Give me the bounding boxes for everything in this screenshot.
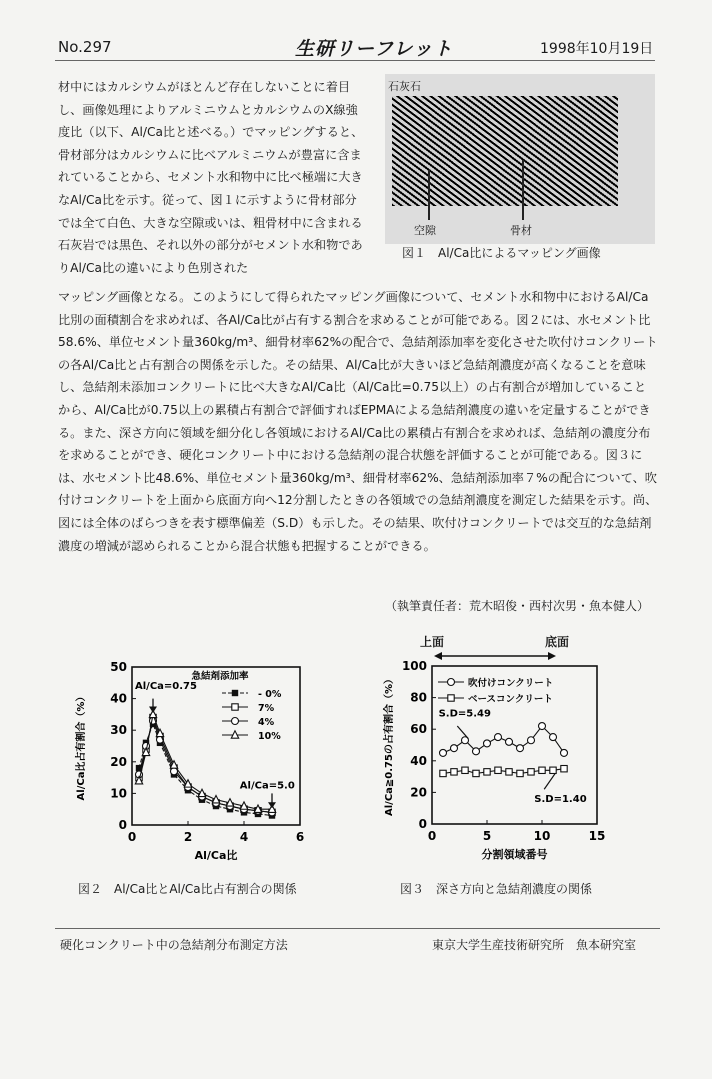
newsletter-title: 生研リーフレット: [295, 38, 454, 60]
mapping-image: [392, 96, 618, 206]
void-arrow: [428, 170, 430, 220]
body-paragraph-1: 材中にはカルシウムがほとんど存在しないことに着目し、画像処理によりアルミニウムとカルシウムのX線強度比（以下、Al/Ca比と述べる。）でマッピングすると、骨材部分はカルシウムに比べアルミニウムが豊富に含まれていることから、セメント水和物中に比べ極端に大きなAl/Ca比を示す。従って、図１に示すように骨材部分では全て白色、大きな空隙或いは、粗骨材中に含まれる石灰岩では黒色、それ以外の部分がセメント水和物でありAl/Ca比の違いにより色別された: [58, 80, 364, 275]
legend-marker: [448, 679, 455, 686]
y-tick-label: 80: [410, 690, 427, 705]
legend-label: 10%: [258, 731, 281, 742]
depth-arrowhead: [548, 652, 556, 660]
data-point: [561, 766, 567, 772]
footer-topic: 硬化コンクリート中の急結剤分布測定方法: [60, 938, 288, 952]
data-point: [550, 734, 557, 741]
legend-title: 急結剤添加率: [191, 671, 249, 682]
aggregate-arrow: [522, 160, 524, 220]
y-tick-label: 60: [410, 722, 427, 737]
annotation-sd-base: S.D=1.40: [534, 793, 587, 805]
figure-2-chart: [70, 655, 330, 870]
y-axis-label: Al/Ca≧0.75の占有割合（%）: [384, 674, 395, 816]
legend-marker: [232, 690, 238, 696]
legend-label: 7%: [258, 703, 275, 714]
header-divider: [55, 60, 655, 61]
legend-marker: [232, 718, 239, 725]
data-point: [495, 734, 502, 741]
issue-date: 1998年10月19日: [540, 41, 654, 57]
data-point: [473, 748, 480, 755]
top-surface-label: 上面: [420, 635, 445, 649]
legend-marker: [448, 695, 454, 701]
y-tick-label: 0: [418, 817, 427, 831]
figure-3-chart: [380, 648, 620, 873]
x-tick-label: 0: [127, 830, 137, 844]
limestone-label: 石灰石: [388, 80, 421, 93]
figure-2-caption: 図２ Al/Ca比とAl/Ca比占有割合の関係: [78, 882, 297, 896]
annotation-arrow: [457, 726, 468, 739]
series-line: [443, 769, 564, 774]
y-tick-label: 100: [401, 659, 427, 673]
data-point: [451, 745, 458, 752]
data-point: [561, 749, 568, 756]
data-point: [506, 738, 513, 745]
x-tick-label: 6: [295, 830, 305, 844]
data-point: [539, 723, 546, 730]
x-tick-label: 5: [482, 829, 492, 843]
data-point: [440, 770, 446, 776]
data-point: [517, 745, 524, 752]
y-tick-label: 50: [110, 660, 127, 674]
depth-arrowhead: [434, 652, 442, 660]
data-point: [528, 737, 535, 744]
x-axis-label: 分割領域番号: [481, 848, 548, 861]
data-point: [484, 769, 490, 775]
bottom-surface-label: 底面: [545, 635, 570, 649]
x-tick-label: 2: [183, 830, 193, 844]
data-point: [451, 769, 457, 775]
data-point: [462, 767, 468, 773]
y-axis-label: Al/Ca比占有割合（%）: [76, 691, 87, 801]
x-tick-label: 0: [427, 829, 437, 843]
data-point: [517, 770, 523, 776]
annotation-arrowhead: [149, 707, 157, 713]
x-tick-label: 10: [533, 829, 551, 843]
data-point: [506, 769, 512, 775]
data-point: [539, 767, 545, 773]
annotation-sd-shotcrete: S.D=5.49: [438, 708, 491, 720]
y-tick-label: 20: [410, 785, 427, 800]
data-point: [550, 767, 556, 773]
data-point: [495, 767, 501, 773]
annotation-arrowhead: [268, 802, 276, 808]
data-point: [528, 769, 534, 775]
data-point: [484, 740, 491, 747]
legend-label: ベースコンクリート: [468, 694, 553, 705]
issue-number: No.297: [58, 38, 112, 56]
figure-1-caption: 図１ Al/Ca比によるマッピング画像: [402, 246, 601, 260]
y-tick-label: 20: [110, 754, 127, 769]
y-tick-label: 40: [410, 753, 427, 768]
annotation-arrow: [544, 773, 555, 789]
annotation-peak: Al/Ca=0.75: [135, 681, 197, 693]
y-tick-label: 40: [110, 691, 127, 706]
annotation-tail: Al/Ca=5.0: [239, 780, 295, 792]
x-tick-label: 15: [588, 829, 606, 843]
footer-lab: 東京大学生産技術研究所 魚本研究室: [432, 938, 637, 952]
figure-3-caption: 図３ 深さ方向と急結剤濃度の関係: [400, 882, 593, 896]
x-axis-label: Al/Ca比: [194, 849, 238, 862]
y-tick-label: 30: [110, 723, 127, 738]
author-credit: （執筆責任者：荒木昭俊・西村次男・魚本健人）: [385, 599, 650, 613]
footer-divider: [55, 928, 660, 929]
legend-label: 4%: [258, 717, 275, 728]
y-tick-label: 0: [118, 818, 127, 832]
aggregate-label: 骨材: [510, 224, 532, 237]
data-point: [440, 749, 447, 756]
body-paragraph-2: マッピング画像となる。このようにして得られたマッピング画像について、セメント水和物中におけるAl/Ca比別の面積割合を求めれば、各Al/Ca比が占有する割合を求めることが可能である。図２には、水セメント比58.6%、単位セメント量360kg/m³、細骨材率62%の配合で、急結剤添加率を変化させた吹付けコンクリートの各Al/Ca比と占有割合の関係を示した。その結果、Al/Ca比が大きいほど急結剤濃度が高くなることを意味し、急結剤未添加コンクリートに比べ大きなAl/Ca比（Al/Ca比=0.75以上）の占有割合が増加していることから、Al/Ca比が0.75以上の累積占有割合で評価すればEPMAによる急結剤濃度の違いを定量することができる。また、深さ方向に領域を細分化し各領域におけるAl/Ca比の累積占有割合を求めれば、急結剤の濃度分布を求めることができ、硬化コンクリート中における急結剤の混合状態を評価することが可能である。図３には、水セメント比48.6%、単位セメント量360kg/m³、細骨材率62%、急結剤添加率７%の配合について、吹付けコンクリートを上面から底面方向へ12分割したときの各領域での急結剤濃度を測定した結果を示す。尚、図には全体のばらつきを表す標準偏差（S.D）も示した。その結果、吹付けコンクリートでは交互的な急結剤濃度の増減が認められることから混合状態も把握することができる。: [58, 290, 658, 553]
data-point: [473, 770, 479, 776]
x-tick-label: 4: [239, 830, 249, 844]
legend-marker: [232, 704, 238, 710]
void-label: 空隙: [414, 224, 436, 237]
legend-label: - 0%: [258, 689, 282, 700]
y-tick-label: 10: [110, 786, 127, 801]
legend-label: 吹付けコンクリート: [468, 678, 554, 689]
